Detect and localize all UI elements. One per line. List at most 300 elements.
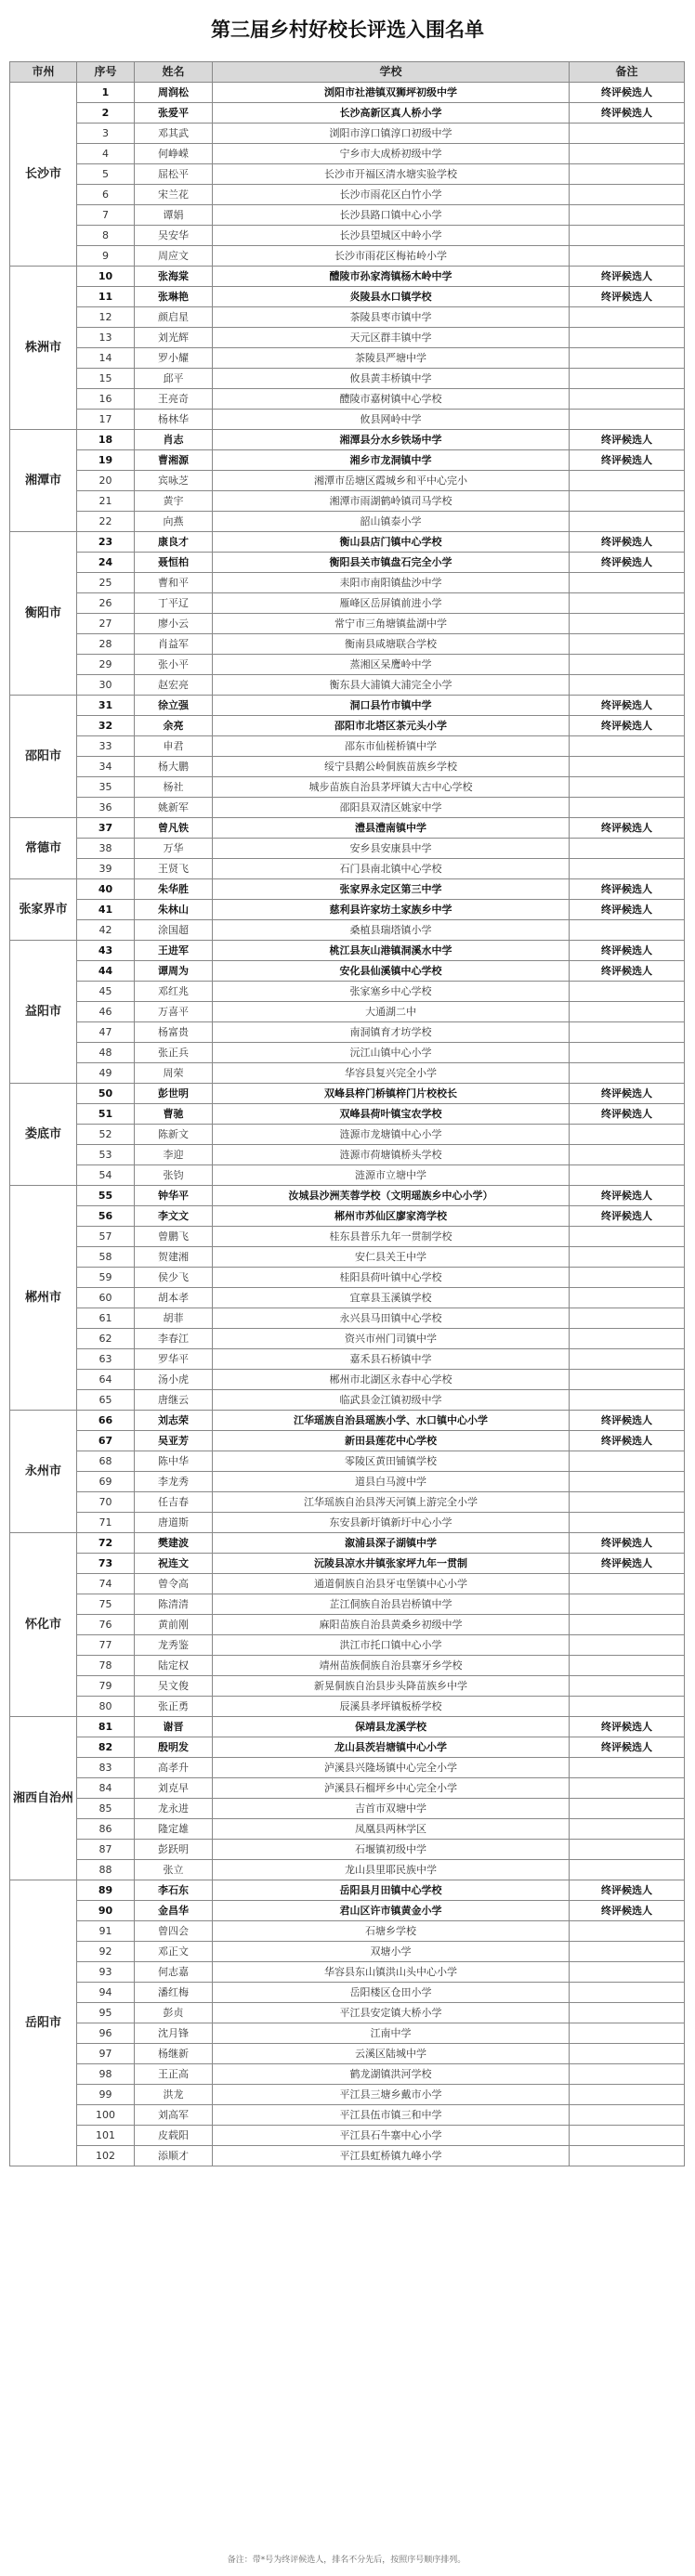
name-cell: 吴安华 <box>135 226 213 246</box>
seq-cell: 78 <box>77 1656 135 1676</box>
seq-cell: 94 <box>77 1983 135 2003</box>
remark-cell <box>570 2085 685 2105</box>
table-row <box>10 614 685 634</box>
seq-cell: 9 <box>77 246 135 267</box>
school-cell: 湘乡市龙洞镇中学 <box>213 450 570 471</box>
table-row <box>10 696 685 716</box>
school-cell: 桂东县普乐九年一贯制学校 <box>213 1227 570 1247</box>
remark-cell <box>570 1227 685 1247</box>
name-cell: 肖益军 <box>135 634 213 655</box>
table-row <box>10 491 685 512</box>
page-title: 第三届乡村好校长评选入围名单 <box>211 18 484 41</box>
school-cell: 邵阳市北塔区茶元头小学 <box>213 716 570 736</box>
seq-cell: 101 <box>77 2126 135 2146</box>
table-row <box>10 1063 685 1084</box>
remark-cell <box>570 920 685 941</box>
school-cell: 鹤龙湖镇洪河学校 <box>213 2064 570 2085</box>
table-row <box>10 1594 685 1615</box>
table-row <box>10 2085 685 2105</box>
seq-cell: 31 <box>77 696 135 716</box>
name-cell: 谢晋 <box>135 1717 213 1737</box>
seq-cell: 67 <box>77 1431 135 1451</box>
remark-cell <box>570 1349 685 1370</box>
name-cell: 康良才 <box>135 532 213 553</box>
name-cell: 张立 <box>135 1860 213 1880</box>
name-cell: 聂恒柏 <box>135 553 213 573</box>
name-cell: 邓红兆 <box>135 982 213 1002</box>
name-cell: 李石东 <box>135 1880 213 1901</box>
table-row <box>10 1778 685 1799</box>
school-cell: 衡东县大浦镇大浦完全小学 <box>213 675 570 696</box>
name-cell: 罗小耀 <box>135 348 213 369</box>
school-cell: 涟源市荷塘镇桥头学校 <box>213 1145 570 1165</box>
school-cell: 长沙市雨花区白竹小学 <box>213 185 570 205</box>
remark-cell <box>570 1329 685 1349</box>
school-cell: 桂阳县荷叶镇中心学校 <box>213 1268 570 1288</box>
remark-cell <box>570 2064 685 2085</box>
remark-cell: 终评候选人 <box>570 430 685 450</box>
header-remark: 备注 <box>570 62 685 83</box>
name-cell: 颜启星 <box>135 307 213 328</box>
city-cell: 衡阳市 <box>10 532 77 696</box>
seq-cell: 38 <box>77 839 135 859</box>
name-cell: 徐立强 <box>135 696 213 716</box>
city-cell: 益阳市 <box>10 941 77 1084</box>
school-cell: 资兴市州门司镇中学 <box>213 1329 570 1349</box>
table-row <box>10 1227 685 1247</box>
name-cell: 涂国超 <box>135 920 213 941</box>
name-cell: 姚新军 <box>135 798 213 818</box>
remark-cell: 终评候选人 <box>570 1717 685 1737</box>
table-row <box>10 941 685 961</box>
seq-cell: 53 <box>77 1145 135 1165</box>
seq-cell: 4 <box>77 144 135 164</box>
table-row <box>10 736 685 757</box>
footer-note: 备注：带*号为终评候选人，排名不分先后，按照序号顺序排列。 <box>227 2556 466 2565</box>
remark-cell <box>570 1370 685 1390</box>
seq-cell: 63 <box>77 1349 135 1370</box>
school-cell: 君山区许市镇黄金小学 <box>213 1901 570 1921</box>
school-cell: 天元区群丰镇中学 <box>213 328 570 348</box>
table-row <box>10 1268 685 1288</box>
seq-cell: 51 <box>77 1104 135 1125</box>
remark-cell <box>570 1758 685 1778</box>
seq-cell: 79 <box>77 1676 135 1697</box>
table-row <box>10 205 685 226</box>
table-row <box>10 1472 685 1492</box>
table-row <box>10 798 685 818</box>
remark-cell: 终评候选人 <box>570 1554 685 1574</box>
name-cell: 曾凡铁 <box>135 818 213 839</box>
school-cell: 新晃侗族自治县步头降苗族乡中学 <box>213 1676 570 1697</box>
seq-cell: 29 <box>77 655 135 675</box>
remark-cell <box>570 1983 685 2003</box>
table-row <box>10 1002 685 1022</box>
name-cell: 朱华胜 <box>135 879 213 900</box>
remark-cell <box>570 1472 685 1492</box>
school-cell: 衡阳县关市镇盘石完全小学 <box>213 553 570 573</box>
name-cell: 王进军 <box>135 941 213 961</box>
remark-cell <box>570 2023 685 2044</box>
name-cell: 沈月锋 <box>135 2023 213 2044</box>
table-row <box>10 573 685 593</box>
name-cell: 陈清清 <box>135 1594 213 1615</box>
table-row <box>10 900 685 920</box>
remark-cell: 终评候选人 <box>570 287 685 307</box>
seq-cell: 48 <box>77 1043 135 1063</box>
remark-cell <box>570 1063 685 1084</box>
name-cell: 张正勇 <box>135 1697 213 1717</box>
remark-cell <box>570 144 685 164</box>
city-cell: 常德市 <box>10 818 77 879</box>
seq-cell: 56 <box>77 1206 135 1227</box>
remark-cell: 终评候选人 <box>570 1901 685 1921</box>
seq-cell: 40 <box>77 879 135 900</box>
school-cell: 雁峰区岳屏镇前进小学 <box>213 593 570 614</box>
remark-cell <box>570 2044 685 2064</box>
remark-cell <box>570 1451 685 1472</box>
seq-cell: 21 <box>77 491 135 512</box>
name-cell: 陈新文 <box>135 1125 213 1145</box>
remark-cell <box>570 491 685 512</box>
remark-cell: 终评候选人 <box>570 450 685 471</box>
seq-cell: 90 <box>77 1901 135 1921</box>
school-cell: 攸县黄丰桥镇中学 <box>213 369 570 389</box>
city-cell: 永州市 <box>10 1411 77 1533</box>
table-row <box>10 553 685 573</box>
table-row <box>10 593 685 614</box>
seq-cell: 1 <box>77 83 135 103</box>
remark-cell <box>570 1697 685 1717</box>
remark-cell <box>570 1819 685 1840</box>
name-cell: 宋兰花 <box>135 185 213 205</box>
seq-cell: 49 <box>77 1063 135 1084</box>
name-cell: 张琳艳 <box>135 287 213 307</box>
name-cell: 罗华平 <box>135 1349 213 1370</box>
school-cell: 长沙市开福区清水塘实验学校 <box>213 164 570 185</box>
school-cell: 江华瑶族自治县瑶族小学、水口镇中心小学 <box>213 1411 570 1431</box>
seq-cell: 46 <box>77 1002 135 1022</box>
school-cell: 醴陵市嘉树镇中心学校 <box>213 389 570 410</box>
name-cell: 谭娟 <box>135 205 213 226</box>
seq-cell: 10 <box>77 267 135 287</box>
remark-cell <box>570 1778 685 1799</box>
seq-cell: 84 <box>77 1778 135 1799</box>
remark-cell: 终评候选人 <box>570 696 685 716</box>
table-row <box>10 1349 685 1370</box>
remark-cell <box>570 1043 685 1063</box>
remark-cell <box>570 2105 685 2126</box>
school-cell: 江南中学 <box>213 2023 570 2044</box>
remark-cell <box>570 1145 685 1165</box>
school-cell: 湘潭县分水乡铁场中学 <box>213 430 570 450</box>
header-city: 市州 <box>10 62 77 83</box>
seq-cell: 85 <box>77 1799 135 1819</box>
remark-cell <box>570 1942 685 1962</box>
seq-cell: 89 <box>77 1880 135 1901</box>
seq-cell: 14 <box>77 348 135 369</box>
seq-cell: 82 <box>77 1737 135 1758</box>
name-cell: 祝连文 <box>135 1554 213 1574</box>
seq-cell: 15 <box>77 369 135 389</box>
name-cell: 添顺才 <box>135 2146 213 2166</box>
school-cell: 茶陵县严塘中学 <box>213 348 570 369</box>
remark-cell <box>570 1022 685 1043</box>
seq-cell: 72 <box>77 1533 135 1554</box>
school-cell: 耒阳市南阳镇盐沙中学 <box>213 573 570 593</box>
name-cell: 屈松平 <box>135 164 213 185</box>
table-row <box>10 450 685 471</box>
remark-cell <box>570 471 685 491</box>
table-row <box>10 1104 685 1125</box>
school-cell: 绥宁县鹅公岭侗族苗族乡学校 <box>213 757 570 777</box>
seq-cell: 12 <box>77 307 135 328</box>
school-cell: 安化县仙溪镇中心学校 <box>213 961 570 982</box>
table-row <box>10 430 685 450</box>
school-cell: 麻阳苗族自治县黄桑乡初级中学 <box>213 1615 570 1635</box>
school-cell: 慈利县许家坊土家族乡中学 <box>213 900 570 920</box>
table-row <box>10 1737 685 1758</box>
seq-cell: 30 <box>77 675 135 696</box>
table-row <box>10 1022 685 1043</box>
seq-cell: 47 <box>77 1022 135 1043</box>
name-cell: 黄宇 <box>135 491 213 512</box>
seq-cell: 100 <box>77 2105 135 2126</box>
table-row <box>10 920 685 941</box>
school-cell: 澧县澧南镇中学 <box>213 818 570 839</box>
seq-cell: 44 <box>77 961 135 982</box>
school-cell: 平江县安定镇大桥小学 <box>213 2003 570 2023</box>
name-cell: 赵宏亮 <box>135 675 213 696</box>
name-cell: 何峥嵘 <box>135 144 213 164</box>
table-row <box>10 1656 685 1676</box>
table-row <box>10 1574 685 1594</box>
table-row <box>10 246 685 267</box>
seq-cell: 8 <box>77 226 135 246</box>
school-cell: 城步苗族自治县茅坪镇大古中心学校 <box>213 777 570 798</box>
remark-cell <box>570 1574 685 1594</box>
table-row <box>10 1942 685 1962</box>
seq-cell: 17 <box>77 410 135 430</box>
city-cell: 株洲市 <box>10 267 77 430</box>
school-cell: 蒸湘区呆鹰岭中学 <box>213 655 570 675</box>
table-row <box>10 1308 685 1329</box>
seq-cell: 5 <box>77 164 135 185</box>
name-cell: 贺建湘 <box>135 1247 213 1268</box>
name-cell: 谭周为 <box>135 961 213 982</box>
name-cell: 吴文俊 <box>135 1676 213 1697</box>
name-cell: 肖志 <box>135 430 213 450</box>
remark-cell: 终评候选人 <box>570 553 685 573</box>
name-cell: 胡菲 <box>135 1308 213 1329</box>
remark-cell <box>570 675 685 696</box>
remark-cell <box>570 1615 685 1635</box>
seq-cell: 19 <box>77 450 135 471</box>
name-cell: 唐道斯 <box>135 1513 213 1533</box>
name-cell: 彭跃明 <box>135 1840 213 1860</box>
city-cell: 长沙市 <box>10 83 77 267</box>
name-cell: 钟华平 <box>135 1186 213 1206</box>
remark-cell <box>570 512 685 532</box>
name-cell: 杨富贵 <box>135 1022 213 1043</box>
remark-cell <box>570 655 685 675</box>
name-cell: 杨社 <box>135 777 213 798</box>
table-row <box>10 1717 685 1737</box>
school-cell: 通道侗族自治县牙屯堡镇中心小学 <box>213 1574 570 1594</box>
school-cell: 洞口县竹市镇中学 <box>213 696 570 716</box>
school-cell: 南洞镇育才坊学校 <box>213 1022 570 1043</box>
remark-cell <box>570 1390 685 1411</box>
remark-cell <box>570 614 685 634</box>
seq-cell: 2 <box>77 103 135 124</box>
school-cell: 涟源市立塘中学 <box>213 1165 570 1186</box>
table-row <box>10 1186 685 1206</box>
remark-cell <box>570 124 685 144</box>
school-cell: 泸溪县石榴坪乡中心完全小学 <box>213 1778 570 1799</box>
remark-cell <box>570 777 685 798</box>
city-cell: 娄底市 <box>10 1084 77 1186</box>
school-cell: 保靖县龙溪学校 <box>213 1717 570 1737</box>
remark-cell <box>570 2003 685 2023</box>
remark-cell: 终评候选人 <box>570 900 685 920</box>
seq-cell: 74 <box>77 1574 135 1594</box>
seq-cell: 87 <box>77 1840 135 1860</box>
remark-cell <box>570 1676 685 1697</box>
seq-cell: 57 <box>77 1227 135 1247</box>
school-cell: 韶山镇泰小学 <box>213 512 570 532</box>
name-cell: 彭世明 <box>135 1084 213 1104</box>
seq-cell: 36 <box>77 798 135 818</box>
school-cell: 湘潭市雨湖鹤岭镇司马学校 <box>213 491 570 512</box>
school-cell: 邵阳县双清区姚家中学 <box>213 798 570 818</box>
school-cell: 长沙县路口镇中心小学 <box>213 205 570 226</box>
school-cell: 沅江山镇中心小学 <box>213 1043 570 1063</box>
school-cell: 湘潭市岳塘区霞城乡和平中心完小 <box>213 471 570 491</box>
name-cell: 万华 <box>135 839 213 859</box>
city-cell: 岳阳市 <box>10 1880 77 2166</box>
remark-cell <box>570 573 685 593</box>
remark-cell: 终评候选人 <box>570 267 685 287</box>
table-row <box>10 961 685 982</box>
seq-cell: 75 <box>77 1594 135 1615</box>
school-cell: 邵东市仙槎桥镇中学 <box>213 736 570 757</box>
school-cell: 攸县网岭中学 <box>213 410 570 430</box>
name-cell: 黄前刚 <box>135 1615 213 1635</box>
remark-cell: 终评候选人 <box>570 1411 685 1431</box>
table-row <box>10 1431 685 1451</box>
seq-cell: 92 <box>77 1942 135 1962</box>
seq-cell: 71 <box>77 1513 135 1533</box>
remark-cell <box>570 634 685 655</box>
name-cell: 李龙秀 <box>135 1472 213 1492</box>
school-cell: 长沙市雨花区梅祐岭小学 <box>213 246 570 267</box>
name-cell: 邓正文 <box>135 1942 213 1962</box>
name-cell: 陆定权 <box>135 1656 213 1676</box>
table-row <box>10 1533 685 1554</box>
school-cell: 郴州市北湖区永春中心学校 <box>213 1370 570 1390</box>
name-cell: 曾鹏飞 <box>135 1227 213 1247</box>
table-row <box>10 287 685 307</box>
name-cell: 曾四会 <box>135 1921 213 1942</box>
table-row <box>10 1697 685 1717</box>
table-row <box>10 2023 685 2044</box>
school-cell: 龙山县里耶民族中学 <box>213 1860 570 1880</box>
school-cell: 石堰镇初级中学 <box>213 1840 570 1860</box>
seq-cell: 39 <box>77 859 135 879</box>
seq-cell: 77 <box>77 1635 135 1656</box>
name-cell: 龙永进 <box>135 1799 213 1819</box>
remark-cell <box>570 348 685 369</box>
school-cell: 岳阳县月田镇中心学校 <box>213 1880 570 1901</box>
school-cell: 岳阳楼区仓田小学 <box>213 1983 570 2003</box>
table-row <box>10 2126 685 2146</box>
name-cell: 向燕 <box>135 512 213 532</box>
seq-cell: 76 <box>77 1615 135 1635</box>
school-cell: 华容县东山镇洪山头中心小学 <box>213 1962 570 1983</box>
nominee-table <box>9 61 685 2166</box>
seq-cell: 16 <box>77 389 135 410</box>
table-row <box>10 818 685 839</box>
table-row <box>10 716 685 736</box>
remark-cell <box>570 982 685 1002</box>
remark-cell: 终评候选人 <box>570 879 685 900</box>
remark-cell: 终评候选人 <box>570 103 685 124</box>
seq-cell: 99 <box>77 2085 135 2105</box>
name-cell: 任吉春 <box>135 1492 213 1513</box>
school-cell: 芷江侗族自治县岩桥镇中学 <box>213 1594 570 1615</box>
seq-cell: 33 <box>77 736 135 757</box>
name-cell: 吴亚芳 <box>135 1431 213 1451</box>
remark-cell: 终评候选人 <box>570 1880 685 1901</box>
remark-cell: 终评候选人 <box>570 1186 685 1206</box>
name-cell: 廖小云 <box>135 614 213 634</box>
table-row <box>10 1615 685 1635</box>
seq-cell: 41 <box>77 900 135 920</box>
table-row <box>10 267 685 287</box>
table-row <box>10 982 685 1002</box>
header-seq: 序号 <box>77 62 135 83</box>
table-row <box>10 1492 685 1513</box>
table-row <box>10 777 685 798</box>
seq-cell: 11 <box>77 287 135 307</box>
school-cell: 洪江市托口镇中心小学 <box>213 1635 570 1656</box>
name-cell: 杨林华 <box>135 410 213 430</box>
seq-cell: 23 <box>77 532 135 553</box>
seq-cell: 27 <box>77 614 135 634</box>
name-cell: 潘红梅 <box>135 1983 213 2003</box>
name-cell: 周润松 <box>135 83 213 103</box>
remark-cell <box>570 1513 685 1533</box>
table-row <box>10 83 685 103</box>
table-row <box>10 675 685 696</box>
remark-cell: 终评候选人 <box>570 1533 685 1554</box>
remark-cell <box>570 839 685 859</box>
remark-cell <box>570 369 685 389</box>
school-cell: 宁乡市大成桥初级中学 <box>213 144 570 164</box>
name-cell: 邓其武 <box>135 124 213 144</box>
table-row <box>10 2064 685 2085</box>
table-row <box>10 1635 685 1656</box>
school-cell: 涟源市龙塘镇中心小学 <box>213 1125 570 1145</box>
school-cell: 零陵区黄田铺镇学校 <box>213 1451 570 1472</box>
table-row <box>10 1921 685 1942</box>
table-row <box>10 757 685 777</box>
remark-cell: 终评候选人 <box>570 1206 685 1227</box>
remark-cell <box>570 2146 685 2166</box>
seq-cell: 54 <box>77 1165 135 1186</box>
header-school: 学校 <box>213 62 570 83</box>
remark-cell: 终评候选人 <box>570 961 685 982</box>
